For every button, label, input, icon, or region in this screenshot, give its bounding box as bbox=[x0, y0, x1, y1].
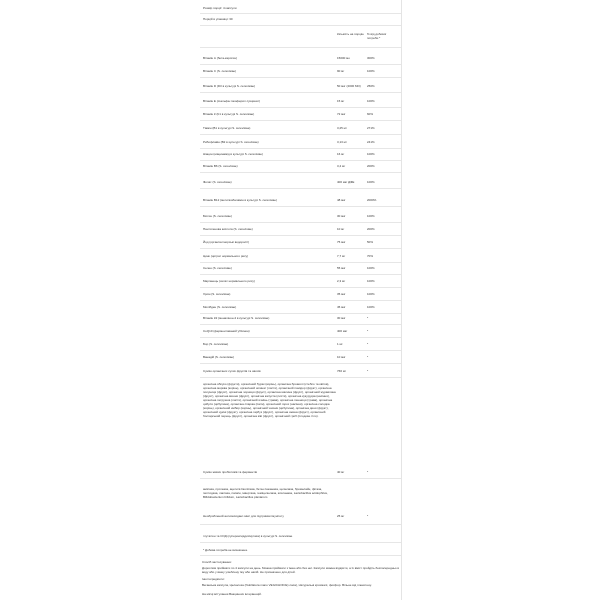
nutrient-name: Суміш живих пробіотиків та ферментів bbox=[203, 470, 257, 474]
nutrient-daily-value: * bbox=[367, 316, 369, 320]
nutrient-name: Селен (S. cerevisiae) bbox=[203, 266, 232, 270]
nutrient-row bbox=[200, 369, 401, 374]
nutrient-row bbox=[200, 254, 401, 259]
nutrient-amount: 30 мкг bbox=[337, 214, 346, 218]
nutrient-daily-value: * bbox=[367, 329, 369, 333]
nutrient-name: Вітамін С (S. cerevisiae) bbox=[203, 69, 237, 73]
probiotic-row bbox=[200, 470, 401, 475]
nutrient-row bbox=[200, 292, 401, 297]
divider bbox=[200, 235, 401, 236]
nutrient-amount: 48 мкг bbox=[337, 198, 346, 202]
divider bbox=[200, 478, 401, 479]
divider bbox=[200, 287, 401, 288]
nutrient-daily-value: * bbox=[367, 342, 369, 346]
nutrient-name: Суміш органічних сухих фруктів та овочів bbox=[203, 369, 261, 373]
nutrient-daily-value: * bbox=[367, 369, 369, 373]
nutrient-name: Бор (S. cerevisiae) bbox=[203, 342, 229, 346]
divider bbox=[200, 555, 401, 556]
nutrient-row bbox=[200, 214, 401, 219]
nutrient-amount: 2,3 мг bbox=[337, 279, 346, 283]
nutrient-row bbox=[200, 164, 401, 169]
divider bbox=[200, 120, 401, 121]
nutrient-amount: 766 мг bbox=[337, 369, 346, 373]
nutrient-daily-value: 241% bbox=[367, 140, 375, 144]
nutrient-name: Необроблений антиоксидант-мікс для підтримки імунітету bbox=[203, 514, 284, 518]
nutrient-daily-value: 200% bbox=[367, 164, 375, 168]
nutrient-row bbox=[200, 180, 401, 185]
nutrient-daily-value: 100% bbox=[367, 214, 375, 218]
divider bbox=[200, 25, 401, 26]
divider bbox=[200, 77, 401, 78]
nutrient-row bbox=[200, 112, 401, 117]
nutrient-row bbox=[200, 355, 401, 360]
nutrient-row bbox=[200, 56, 401, 61]
nutrient-name: Рибофлавін (B2 в культурі S. cerevisiae) bbox=[203, 140, 259, 144]
nutrient-name: Ніацин (ніацинамід в культурі S. cerevisiae) bbox=[203, 152, 263, 156]
nutrient-name: Вітамін А (бета-каротин) bbox=[203, 56, 238, 60]
column-header-amount: Кількість на порцію bbox=[337, 32, 364, 36]
divider bbox=[200, 363, 401, 364]
nutrient-daily-value: 50% bbox=[367, 240, 374, 244]
nutrient-row bbox=[200, 305, 401, 310]
nutrient-name: Хром (S. cerevisiae) bbox=[203, 292, 231, 296]
nutrient-row bbox=[200, 152, 401, 157]
nutrient-amount: 400 мкг bbox=[337, 329, 348, 333]
supplement-facts-document bbox=[200, 0, 402, 600]
nutrient-name: Вітамін К2 (менахінон-4 в культурі S. cerevisiae) bbox=[203, 316, 270, 320]
divider bbox=[200, 92, 401, 93]
nutrient-row bbox=[200, 99, 401, 104]
nutrient-name: Вітамін B6 (S. cerevisiae) bbox=[203, 164, 238, 168]
footnote: * Добова потреба не визначена. bbox=[203, 548, 248, 552]
nutrient-row bbox=[200, 69, 401, 74]
nutrient-amount: 1 мг bbox=[337, 342, 343, 346]
nutrient-name: Цинк (цитрат нормального рису) bbox=[203, 254, 249, 258]
nutrient-daily-value: 100% bbox=[367, 99, 375, 103]
directions-text: Дорослим приймати по 4 капсули на день. Можна приймати з їжею або без неї. Капсули можна відкрити, а їх вміст пройдіть безпосередньо в воду або у вашу улюблену їжу або напій. Не призначено для дітей. bbox=[202, 566, 400, 574]
divider bbox=[200, 172, 401, 173]
nutrient-row bbox=[200, 227, 401, 232]
nutrient-daily-value: * bbox=[367, 514, 369, 518]
divider bbox=[200, 248, 401, 249]
nutrient-name: Вітамін B12 (метилкобаламін в культурі S. cerevisiae) bbox=[203, 198, 277, 202]
divider bbox=[200, 13, 401, 14]
nutrient-amount: 25 мг bbox=[337, 514, 345, 518]
nutrient-row bbox=[200, 279, 401, 284]
warning-text: На місці вступання Вакцинних інтервенцій. bbox=[202, 592, 262, 596]
nutrient-amount: 90 мг bbox=[337, 69, 345, 73]
nutrient-daily-value: 100% bbox=[367, 305, 375, 309]
nutrient-name: Біотин (S. cerevisiae) bbox=[203, 214, 232, 218]
nutrient-amount: 45 мкг bbox=[337, 305, 346, 309]
nutrient-name: Вітамін D (D3 в культурі S. cerevisiae) bbox=[203, 84, 256, 88]
column-header-daily-value: % від добової потреби * bbox=[367, 32, 387, 40]
divider bbox=[200, 337, 401, 338]
nutrient-daily-value: 271% bbox=[367, 126, 375, 130]
divider bbox=[200, 206, 401, 207]
nutrient-amount: 75 мкг bbox=[337, 240, 346, 244]
blend-ingredients-text: органічна яблуко (фрукти), органічний буряк (корінь), органічна брокколі (стебло та квітка), органічна морква (корінь), органічний шпинат (листя), органічний помідор (фрукт), органічна полуниця (фрукт), органічна чорниця (фрукт), органічна малина (фрукт), органічний журавлина (фрукт), органічна вишня (фрукт), органічна капуста (листя), органічна кукурудза (насіння), органічна петрушка (листя), органічний ячмінь (трава), органічна пшениця (трава), органічна цибуля (цибулина), органічна спаржа (пагін), органічний горох (насіння), органічна солодка (корінь), органічний имбир (корінь), органічний часник (цибулина), органічна диня (фрукт), органічний цукіні (фрукт), органічна гарбуз (фрукт), органічна ожина (фрукт), органічний болгарський перець (фрукт), органічна ківі (фрукт), органічний гриб (плодове тіло). bbox=[203, 382, 336, 418]
divider bbox=[200, 300, 401, 301]
nutrient-row bbox=[200, 316, 401, 321]
nutrient-daily-value: 200% bbox=[367, 227, 375, 231]
nutrient-row bbox=[200, 198, 401, 203]
nutrient-daily-value: * bbox=[367, 470, 369, 474]
nutrient-daily-value: 100% bbox=[367, 279, 375, 283]
nutrient-row bbox=[200, 140, 401, 145]
nutrient-name: Вітамін К (К1 в культурі S. cerevisiae) bbox=[203, 112, 255, 116]
nutrient-name: Йод (органічні морські водорості) bbox=[203, 240, 250, 244]
nutrient-amount: 10 мкг bbox=[337, 355, 346, 359]
divider bbox=[200, 274, 401, 275]
nutrient-daily-value: 2000% bbox=[367, 198, 377, 202]
divider bbox=[200, 524, 401, 525]
nutrient-row bbox=[200, 240, 401, 245]
nutrient-name: CoQ10 (ферментований убіхінон) bbox=[203, 329, 250, 333]
divider bbox=[200, 160, 401, 161]
nutrient-daily-value: 100% bbox=[367, 69, 375, 73]
other-ingredients-text: Веганська капсула, Целюлоза (Nutrilatura mano VEGICHOICE) ласа), Натуральні крохмалі, фосфор. Вільне від глюкотену. bbox=[202, 583, 372, 587]
nutrient-amount: 7,7 мг bbox=[337, 254, 346, 258]
nutrient-amount: 16 мг bbox=[337, 152, 345, 156]
nutrient-amount: 400 мкг ДФЕ bbox=[337, 180, 355, 184]
nutrient-row bbox=[200, 84, 401, 89]
nutrient-daily-value: 70% bbox=[367, 254, 374, 258]
divider bbox=[200, 148, 401, 149]
nutrient-amount: 35 мкг bbox=[337, 292, 346, 296]
nutrient-amount: 30 мкг bbox=[337, 316, 346, 320]
nutrient-row bbox=[200, 342, 401, 347]
nutrient-amount: 50 мкг (2000 МО) bbox=[337, 84, 361, 88]
nutrient-name: Тіамін (B1 в культурі S. cerevisiae) bbox=[203, 126, 251, 130]
page-edge-line bbox=[401, 0, 402, 600]
divider bbox=[200, 107, 401, 108]
nutrient-amount: 40 мг bbox=[337, 470, 345, 474]
nutrient-amount: 3,13 мг bbox=[337, 140, 347, 144]
divider bbox=[200, 262, 401, 263]
other-ingredients-heading: Інші інгредієнти: bbox=[202, 577, 225, 581]
nutrient-daily-value: * bbox=[367, 355, 369, 359]
nutrient-row bbox=[200, 126, 401, 131]
nutrient-amount: 15000 мо bbox=[337, 56, 350, 60]
divider bbox=[200, 47, 401, 48]
enzyme-blend-text: амілаза, протеаза, ацетилгліколіпаза, бета-глюканаза, целюлаза, бромелайн, фітаза, пептидаза, лактаза, папаїн, інвертаза, геміцелюлаза, ксиланаза, Lactobacillus acidophilus, Bifidobacterium bifidum, Lactobacillus plantarum bbox=[203, 487, 328, 499]
nutrient-amount: 72 мкг bbox=[337, 112, 346, 116]
nutrient-name: Марганець (хелат нормального рису) bbox=[203, 279, 255, 283]
divider bbox=[200, 324, 401, 325]
nutrient-amount: 15 мг bbox=[337, 99, 345, 103]
nutrient-daily-value: 300% bbox=[367, 56, 375, 60]
directions-heading: Спосіб застосування: bbox=[202, 560, 232, 564]
divider bbox=[200, 64, 401, 65]
nutrient-name: Ванадій (S. cerevisiae) bbox=[203, 355, 235, 359]
nutrient-row bbox=[200, 266, 401, 271]
nutrient-amount: 3,25 мг bbox=[337, 126, 347, 130]
antioxidant-row bbox=[200, 514, 401, 519]
divider bbox=[200, 542, 401, 543]
nutrient-daily-value: 100% bbox=[367, 292, 375, 296]
divider bbox=[200, 377, 401, 378]
divider bbox=[200, 222, 401, 223]
nutrient-name: Вітамін Е (d-альфа-токоферил сукцинат) bbox=[203, 99, 260, 103]
divider bbox=[200, 313, 401, 314]
nutrient-name: Пантотенова кислота (S. cerevisiae) bbox=[203, 227, 253, 231]
nutrient-daily-value: 100% bbox=[367, 152, 375, 156]
nutrient-row bbox=[200, 329, 401, 334]
nutrient-daily-value: 100% bbox=[367, 266, 375, 270]
nutrient-amount: 10 мг bbox=[337, 227, 345, 231]
nutrient-daily-value: 100% bbox=[367, 180, 375, 184]
nutrient-name: Фолат (S. cerevisiae) bbox=[203, 180, 232, 184]
serving-size: Розмір порції: 4 капсули bbox=[203, 6, 237, 10]
divider bbox=[200, 350, 401, 351]
nutrient-amount: 55 мкг bbox=[337, 266, 346, 270]
antioxidant-components-text: глутатіон та СОД (супероксиддисмутаза) в культурі S. cerevisiae bbox=[203, 534, 293, 538]
nutrient-daily-value: 250% bbox=[367, 84, 375, 88]
nutrient-daily-value: 60% bbox=[367, 112, 374, 116]
nutrient-amount: 3,4 мг bbox=[337, 164, 346, 168]
divider bbox=[200, 134, 401, 135]
divider bbox=[200, 188, 401, 189]
nutrient-name: Молібден (S. cerevisiae) bbox=[203, 305, 237, 309]
servings-per-container: Порцій в упаковці: 30 bbox=[203, 17, 233, 21]
